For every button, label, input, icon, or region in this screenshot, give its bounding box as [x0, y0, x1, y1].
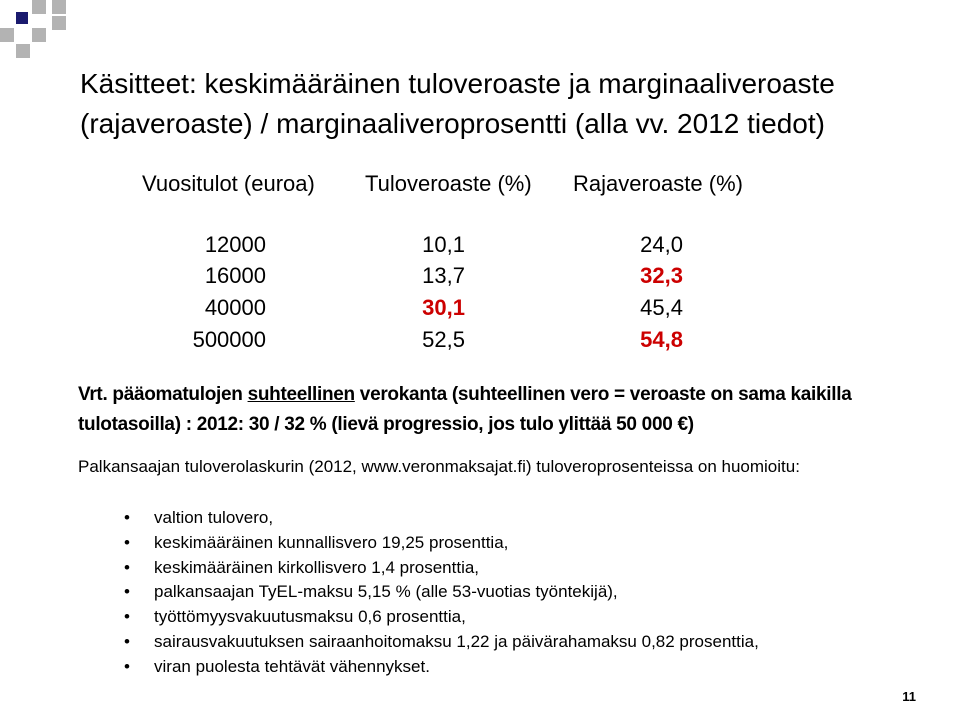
slide-title-line2: (rajaveroaste) / marginaaliveroprosentti (alla vv. 2012 tiedot)	[80, 108, 825, 139]
tax-rate-cell: 13,7	[422, 263, 465, 288]
list-item-text: viran puolesta tehtävät vähennykset.	[154, 656, 430, 676]
bullet-icon: •	[124, 508, 130, 527]
decoration-square-light	[32, 0, 46, 14]
list-item-text: palkansaajan TyEL-maksu 5,15 % (alle 53-vuotias työntekijä),	[154, 582, 618, 602]
list-item	[120, 605, 940, 630]
list-item	[120, 655, 940, 680]
page-number: 11	[902, 689, 916, 704]
column-header-income: Vuositulot (euroa)	[142, 171, 315, 196]
decoration-square-light	[16, 44, 30, 58]
decoration-square-light	[52, 0, 66, 14]
note-underlined-word: suhteellinen	[247, 384, 355, 405]
decoration-square-dark	[16, 12, 28, 24]
list-item-text: keskimääräinen kunnallisvero 19,25 prosenttia,	[154, 532, 509, 552]
calculator-paragraph: Palkansaajan tuloverolaskurin (2012, www.veronmaksajat.fi) tuloveroprosenteissa on huomioitu:	[78, 457, 800, 476]
tax-rate-cell: 10,1	[422, 232, 465, 257]
slide-title-line1: Käsitteet: keskimääräinen tuloveroaste ja marginaaliveroaste	[80, 68, 835, 99]
decoration-square-light	[0, 28, 14, 42]
list-item-text: sairausvakuutuksen sairaanhoitomaksu 1,22 ja päivärahamaksu 0,82 prosenttia,	[154, 631, 759, 651]
list-item-text: työttömyysvakuutusmaksu 0,6 prosenttia,	[154, 607, 466, 627]
list-item	[120, 531, 940, 556]
marginal-rate-cell: 45,4	[640, 295, 683, 320]
bullet-icon: •	[124, 607, 130, 627]
income-cell: 40000	[204, 295, 266, 320]
bullet-list	[120, 506, 940, 680]
income-cell: 16000	[204, 263, 266, 288]
decoration-square-light	[52, 16, 66, 30]
slide-title	[80, 64, 940, 144]
list-item	[120, 556, 940, 581]
note-prefix: Vrt. pääomatulojen	[78, 384, 248, 405]
list-item-text: valtion tulovero,	[154, 508, 274, 527]
column-header-tax-rate: Tuloveroaste (%)	[365, 171, 532, 196]
column-header-marginal-rate: Rajaveroaste (%)	[573, 171, 743, 196]
tax-rate-cell: 52,5	[422, 327, 465, 352]
bullet-icon: •	[124, 557, 130, 577]
decoration-square-light	[32, 28, 46, 42]
bullet-icon: •	[124, 532, 130, 552]
income-cell: 500000	[192, 327, 266, 352]
marginal-rate-cell-highlighted: 32,3	[640, 263, 683, 288]
marginal-rate-cell: 24,0	[640, 232, 683, 257]
corner-decoration	[0, 0, 90, 60]
income-cell: 12000	[204, 232, 266, 257]
bullet-icon: •	[124, 631, 130, 651]
list-item	[120, 506, 940, 531]
bullet-icon: •	[124, 656, 130, 676]
tax-rate-cell-highlighted: 30,1	[422, 295, 465, 320]
bullet-icon: •	[124, 582, 130, 602]
note-rest: verokanta (suhteellinen vero = veroaste on sama kaikilla tulotasoilla) : 2012: 30 / 32 % (lievä progressio, jos tulo ylittää 50 000 €)	[78, 384, 852, 435]
list-item	[120, 630, 940, 655]
list-item-text: keskimääräinen kirkollisvero 1,4 prosenttia,	[154, 557, 480, 577]
list-item	[120, 580, 940, 605]
marginal-rate-cell-highlighted: 54,8	[640, 327, 683, 352]
capital-income-note	[78, 380, 938, 440]
